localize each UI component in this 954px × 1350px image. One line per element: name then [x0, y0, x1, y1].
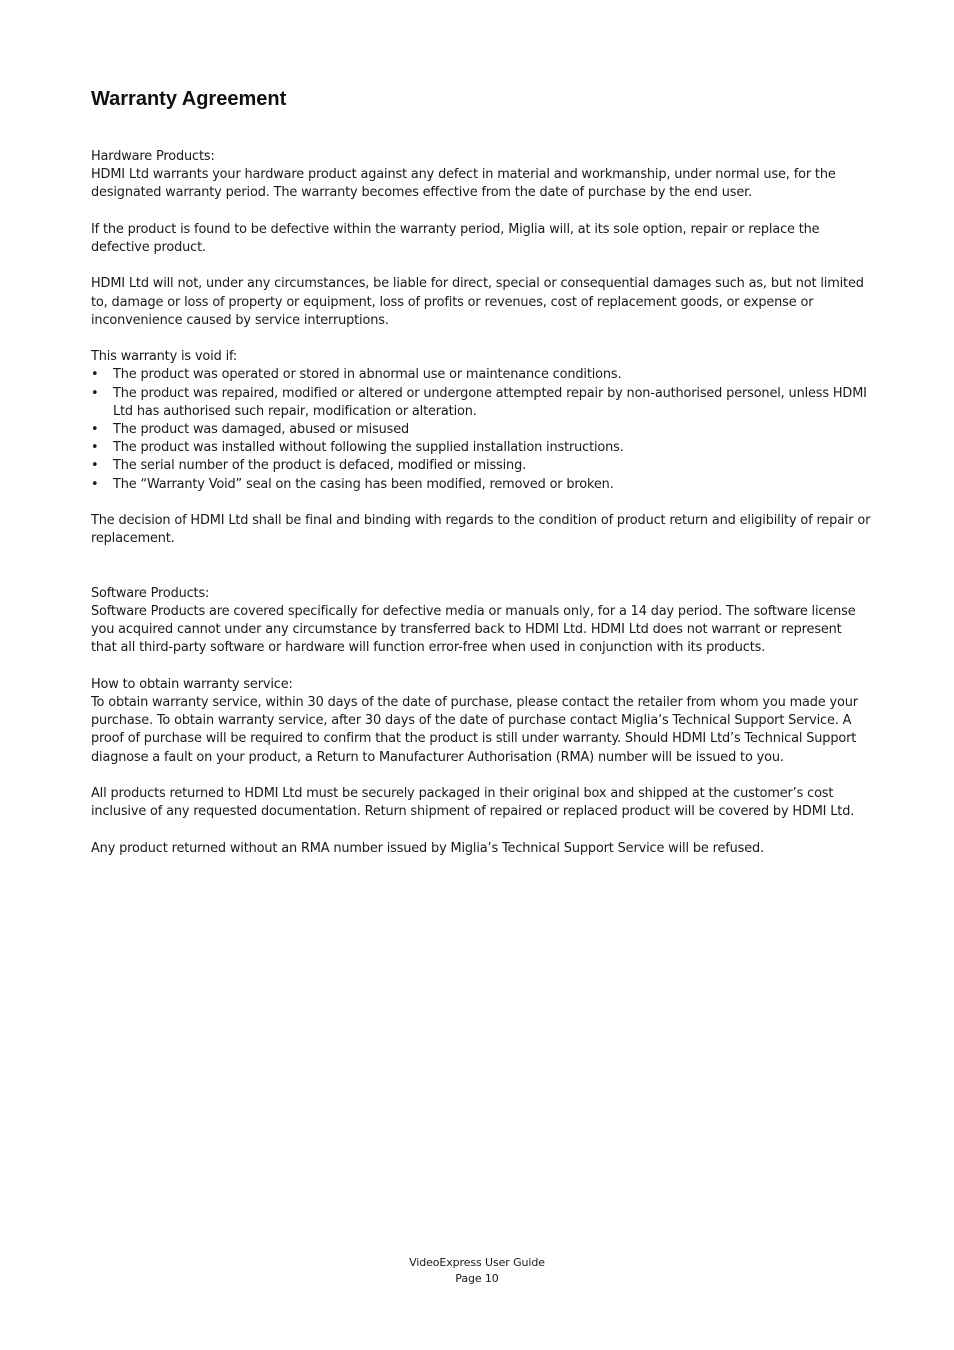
page-footer [0, 1255, 954, 1287]
service-paragraph-2: All products returned to HDMI Ltd must be securely packaged in their original box and shipped at the customer’s cost inclusive of any requested documentation. Return shipment of repaired or replaced product will be covered by HDMI Ltd. [91, 785, 855, 820]
list-item-text: The product was damaged, abused or misused [113, 422, 410, 437]
list-item [91, 421, 871, 439]
footer-page-number: Page 10 [455, 1272, 499, 1285]
list-item [91, 439, 871, 457]
bullet-icon: • [91, 422, 99, 437]
page-content [91, 86, 871, 876]
service-paragraph-3: Any product returned without an RMA number issued by Miglia’s Technical Support Service will be refused. [91, 840, 764, 856]
list-item-text: The product was installed without following the supplied installation instructions. [113, 440, 624, 456]
bullet-icon: • [91, 476, 99, 492]
service-heading: How to obtain warranty service: [91, 676, 293, 692]
hardware-paragraph-2: If the product is found to be defective within the warranty period, Miglia will, at its sole option, repair or replace the defective product. [91, 221, 820, 255]
void-conditions-list [91, 366, 871, 493]
service-paragraph-1: To obtain warranty service, within 30 days of the date of purchase, please contact the retailer from whom you made your purchase. To obtain warranty service, after 30 days of the date of purchase contact Miglia’s Technical Support Service. A proof of purchase will be required to confirm that the product is still under warranty. Should HDMI Ltd’s Technical Support diagnose a fault on your product, a Return to Manufacturer Authorisation (RMA) number will be issued to you. [91, 694, 858, 765]
list-item-text: The product was repaired, modified or altered or undergone attempted repair by non-authorised personel, unless HDMI Ltd has authorised such repair, modification or alteration. [113, 385, 867, 419]
software-paragraph-1: Software Products are covered specifically for defective media or manuals only, for a 14 day period. The software license you acquired cannot under any circumstance by transferred back to HDMI Ltd. HDMI Ltd does not warrant or represent that all third-party software or hardware will function error-free when used in conjunction with its products. [91, 603, 856, 656]
list-item-text: The product was operated or stored in abnormal use or maintenance conditions. [113, 367, 622, 383]
bullet-icon: • [91, 385, 99, 401]
list-item [91, 457, 871, 475]
list-item-text: The serial number of the product is defaced, modified or missing. [113, 458, 527, 474]
list-item-text: The “Warranty Void” seal on the casing has been modified, removed or broken. [113, 476, 614, 492]
page-title: Warranty Agreement [91, 88, 287, 110]
list-item [91, 385, 871, 421]
footer-document-title: VideoExpress User Guide [409, 1256, 545, 1269]
hardware-heading: Hardware Products: [91, 149, 215, 164]
software-heading: Software Products: [91, 585, 210, 601]
list-item [91, 366, 871, 384]
list-item [91, 476, 871, 494]
hardware-paragraph-3: HDMI Ltd will not, under any circumstances, be liable for direct, special or consequential damages such as, but not limited to, damage or loss of property or equipment, loss of profits or revenues, cost of replacement goods, or expense or inconvenience caused by service interruptions. [91, 276, 864, 328]
bullet-icon: • [91, 458, 99, 474]
void-intro: This warranty is void if: [91, 349, 238, 365]
hardware-paragraph-1: HDMI Ltd warrants your hardware product against any defect in material and workmanship, under normal use, for the designated warranty period. The warranty becomes effective from the date of purchase by the end user. [91, 167, 836, 201]
bullet-icon: • [91, 367, 99, 383]
hardware-paragraph-4: The decision of HDMI Ltd shall be final and binding with regards to the condition of product return and eligibility of repair or replacement. [91, 513, 871, 547]
bullet-icon: • [91, 440, 99, 456]
section-spacer [91, 567, 871, 585]
